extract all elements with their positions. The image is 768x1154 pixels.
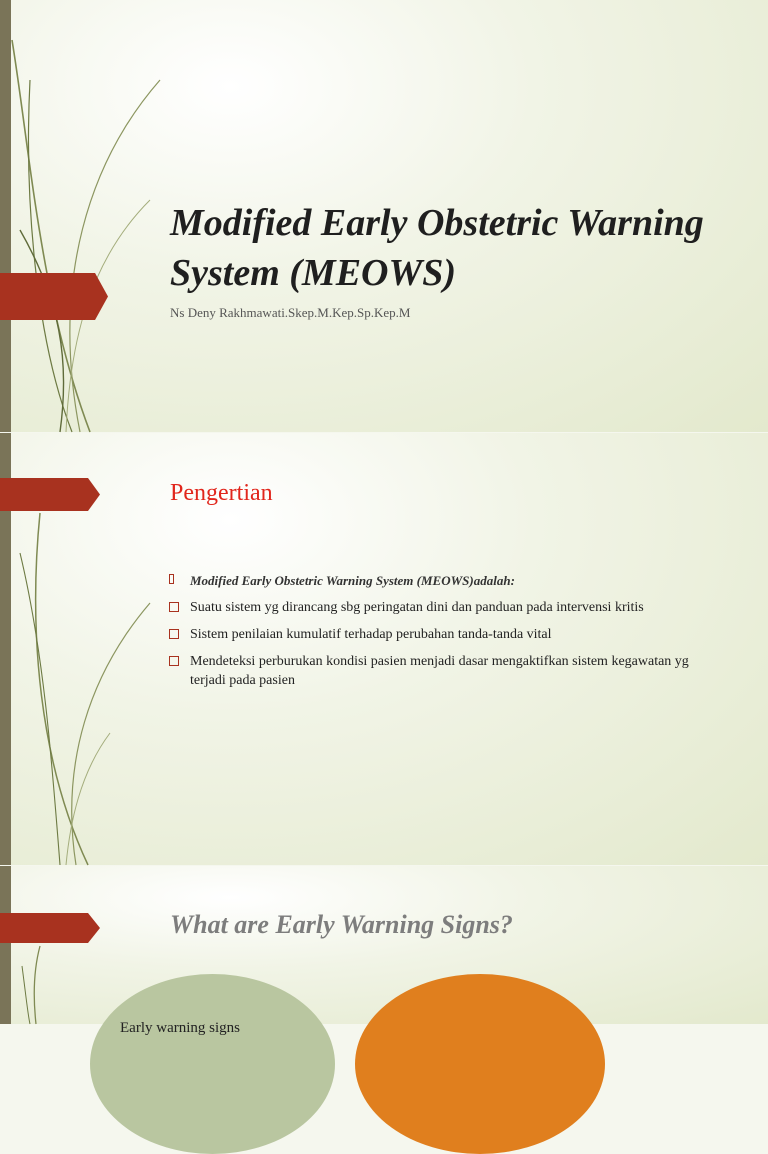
list-item-text: Mendeteksi perburukan kondisi pasien menjadi dasar mengaktifkan sistem kegawatan yg terjadi pada pasien <box>190 654 689 688</box>
slide-left-bar <box>0 0 11 432</box>
slide-left-bar <box>0 866 11 1024</box>
early-warning-circle-left <box>90 974 335 1154</box>
square-bullet-icon <box>169 656 179 666</box>
slide-title <box>0 0 768 432</box>
list-item-text: Suatu sistem yg dirancang sbg peringatan dini dan panduan pada intervensi kritis <box>190 600 644 615</box>
section-heading: Pengertian <box>170 480 273 506</box>
list-item <box>168 652 728 690</box>
slide-subtitle: Ns Deny Rakhmawati.Skep.M.Kep.Sp.Kep.M <box>170 305 411 320</box>
list-item-text: Sistem penilaian kumulatif terhadap perubahan tanda-tanda vital <box>190 627 552 642</box>
accent-tab <box>0 273 108 320</box>
accent-tab <box>0 478 100 511</box>
list-item-text: Modified Early Obstetric Warning System (MEOWS)adalah: <box>190 573 515 588</box>
list-item <box>168 598 728 617</box>
list-item <box>168 625 728 644</box>
accent-tab <box>0 913 100 943</box>
square-bullet-icon <box>169 602 179 612</box>
circle-label: Early warning signs <box>120 1020 240 1036</box>
early-warning-circle-right <box>355 974 605 1154</box>
definition-list <box>168 571 728 698</box>
slide-title-text: Modified Early Obstetric Warning System (MEOWS) <box>170 202 704 294</box>
list-item <box>168 571 728 590</box>
section-heading: What are Early Warning Signs? <box>170 910 513 939</box>
bullet-marker-icon <box>169 574 174 584</box>
slide-early-warning <box>0 866 768 1036</box>
slide-pengertian <box>0 433 768 865</box>
square-bullet-icon <box>169 629 179 639</box>
